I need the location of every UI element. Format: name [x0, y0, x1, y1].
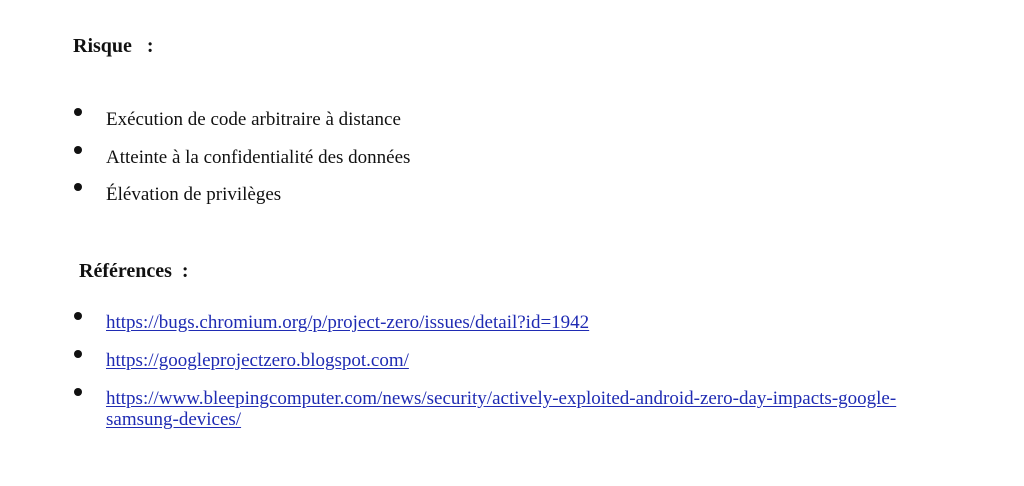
reference-link-project-zero-blog[interactable]: https://googleprojectzero.blogspot.com/	[106, 350, 409, 371]
references-list	[74, 312, 974, 446]
risk-item-text: Atteinte à la confidentialité des données	[106, 146, 411, 168]
references-heading: Références :	[79, 260, 189, 282]
list-item	[74, 350, 974, 371]
reference-link-chromium-bug[interactable]: https://bugs.chromium.org/p/project-zero/issues/detail?id=1942	[106, 312, 590, 333]
bullet-icon	[74, 312, 82, 320]
list-item	[74, 183, 974, 221]
bullet-icon	[74, 108, 82, 116]
risk-heading: Risque :	[73, 35, 154, 57]
risk-item-text: Exécution de code arbitraire à distance	[106, 109, 401, 130]
reference-link-bleepingcomputer[interactable]: https://www.bleepingcomputer.com/news/security/actively-​exploited-​android-​zero-​day-​impacts-​google-​samsung-​devices/	[106, 388, 897, 430]
bullet-icon	[74, 146, 82, 154]
risk-item-text: Élévation de privilèges	[106, 184, 282, 205]
list-item	[74, 312, 974, 333]
list-item	[74, 146, 974, 184]
bullet-icon	[74, 183, 82, 191]
list-item	[74, 108, 974, 146]
bullet-icon	[74, 350, 82, 358]
bullet-icon	[74, 388, 82, 396]
risk-list	[74, 108, 974, 221]
list-item	[74, 388, 974, 430]
